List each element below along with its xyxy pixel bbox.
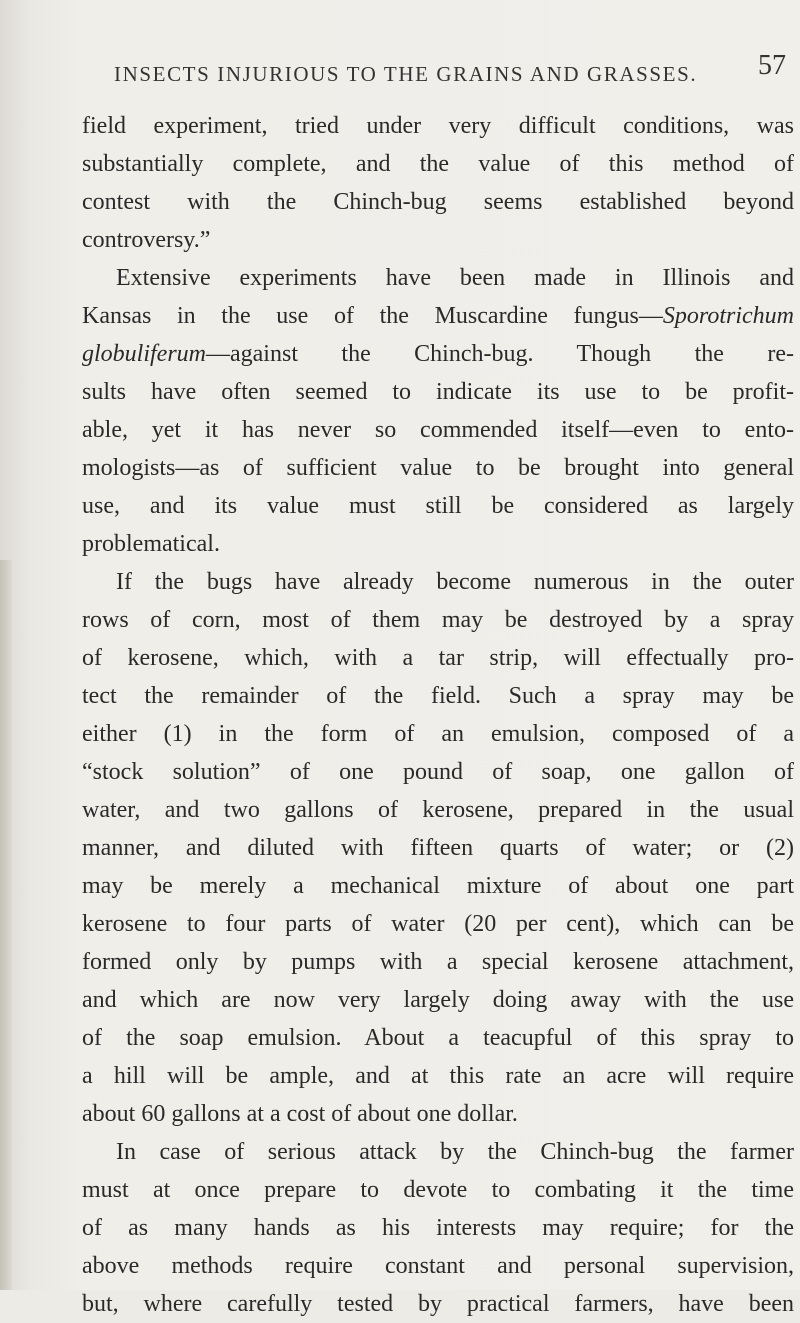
text-line: substantially complete, and the value of this method of [82,151,794,177]
text-line: manner, and diluted with fifteen quarts of water; or (2) [82,835,794,861]
text-segment: Kansas in the use of the Muscardine fungus— [82,303,663,329]
text-line: problematical. [82,531,220,557]
text-line: field experiment, tried under very difficult conditions, was [82,113,794,139]
text-line: but, where carefully tested by practical farmers, have been [82,1291,794,1317]
text-line: If the bugs have already become numerous in the outer [116,569,794,595]
text-segment: —against the Chinch-bug. Though the re- [206,341,794,367]
text-line: “stock solution” of one pound of soap, one gallon of [82,759,794,785]
text-line: tect the remainder of the field. Such a spray may be [82,683,794,709]
page-number: 57 [758,50,786,81]
page-spine-shadow [0,560,12,1290]
text-line [82,335,794,373]
text-line: water, and two gallons of kerosene, prepared in the usual [82,797,794,823]
running-header [114,50,786,90]
text-line: about 60 gallons at a cost of about one dollar. [82,1101,518,1127]
text-line: kerosene to four parts of water (20 per cent), which can be [82,911,794,937]
text-line: controversy.” [82,227,211,253]
body-text [82,107,794,1323]
text-line: of the soap emulsion. About a teacupful of this spray to [82,1025,794,1051]
text-line: and which are now very largely doing away with the use [82,987,794,1013]
text-line: contest with the Chinch-bug seems established beyond [82,189,794,215]
header-title: INSECTS INJURIOUS TO THE GRAINS AND GRASSES. [114,62,698,86]
species-name-epithet: globuliferum [82,341,206,367]
text-line: able, yet it has never so commended itself—even to ento- [82,417,794,443]
text-line: may be merely a mechanical mixture of about one part [82,873,794,899]
text-line: of kerosene, which, with a tar strip, will effectually pro- [82,645,794,671]
text-line: of as many hands as his interests may require; for the [82,1215,794,1241]
text-line [82,297,794,335]
text-line: mologists—as of sufficient value to be brought into general [82,455,794,481]
text-line: a hill will be ample, and at this rate an acre will require [82,1063,794,1089]
text-line: Extensive experiments have been made in Illinois and [116,265,794,291]
text-line: sults have often seemed to indicate its use to be profit- [82,379,794,405]
text-line: either (1) in the form of an emulsion, composed of a [82,721,794,747]
species-name-genus: Sporotrichum [662,303,794,329]
text-line: In case of serious attack by the Chinch-bug the farmer [116,1139,794,1165]
text-line: formed only by pumps with a special kerosene attachment, [82,949,794,975]
text-line: use, and its value must still be considered as largely [82,493,794,519]
text-line: above methods require constant and personal supervision, [82,1253,794,1279]
text-line: rows of corn, most of them may be destroyed by a spray [82,607,794,633]
text-line: must at once prepare to devote to combating it the time [82,1177,794,1203]
